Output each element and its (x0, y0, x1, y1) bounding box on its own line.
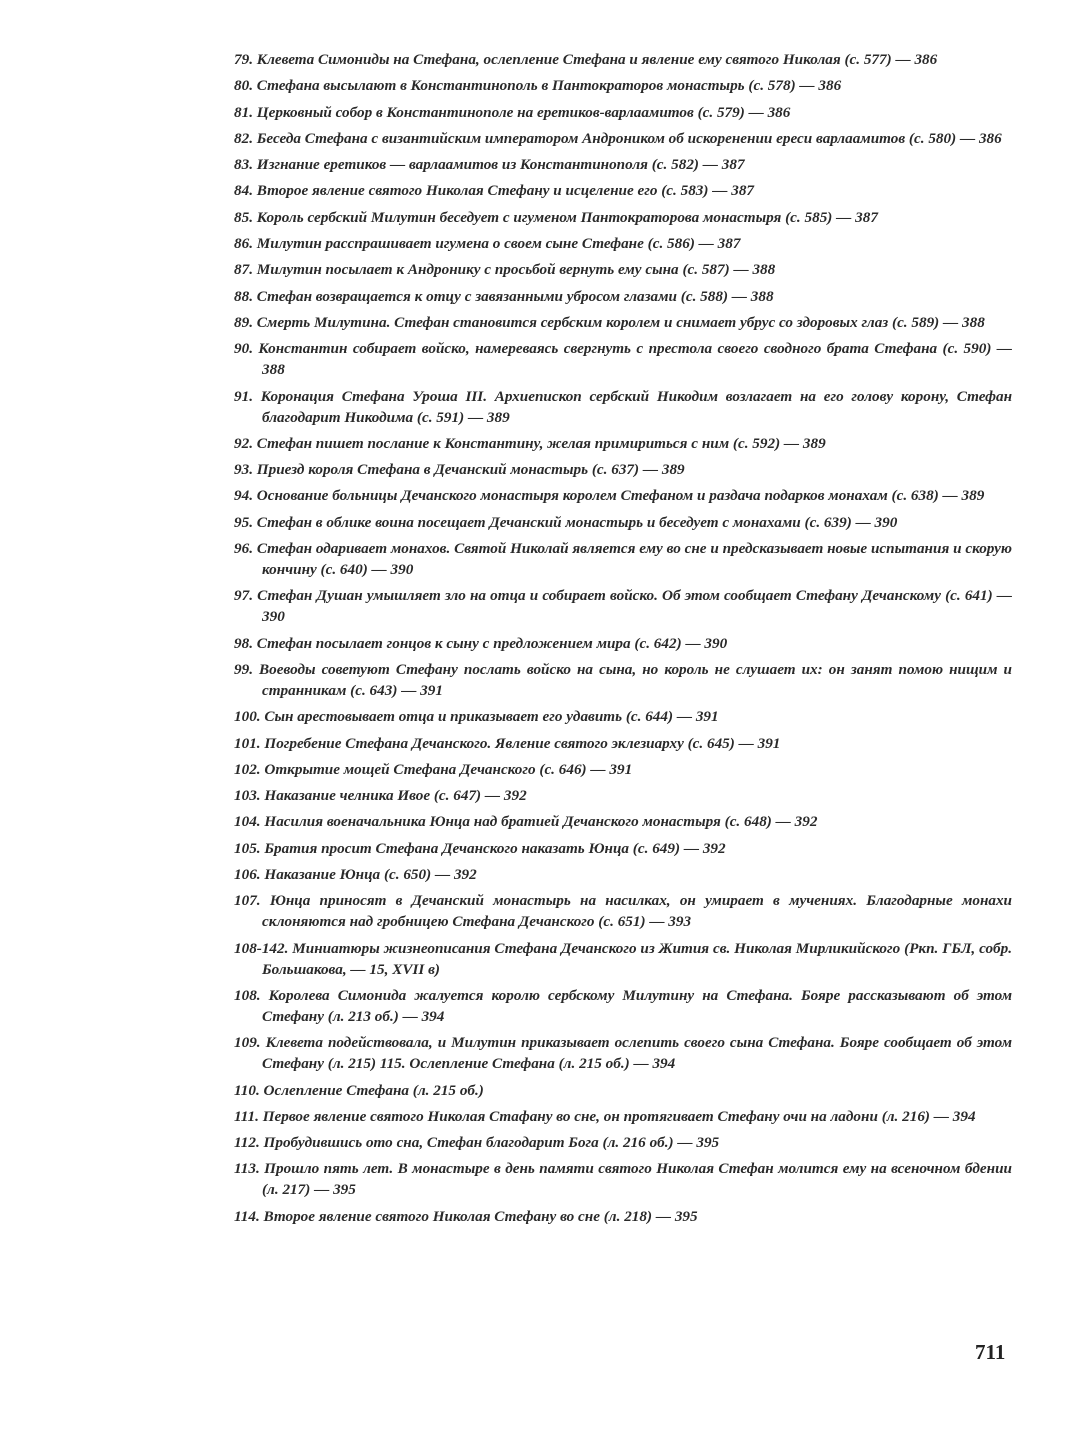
list-entry (234, 485, 1012, 506)
list-entry (234, 312, 1012, 333)
entry-text: Церковный собор в Константинополе на еретиков-варлаамитов (с. 579) — 386 (256, 103, 791, 121)
list-entry (234, 585, 1012, 627)
entry-text: Стефан в облике воина посещает Дечанский монастырь и беседует с монахами (с. 639) — 390 (256, 513, 898, 531)
list-entry (234, 259, 1012, 280)
entry-number: 100. (234, 708, 261, 726)
entry-text: Прошло пять лет. В монастыре в день памяти святого Николая Стефан молится ему на всеночном бдении (л. 217) — 395 (262, 1160, 1012, 1199)
entry-number: 101. (234, 734, 261, 752)
list-entry (234, 890, 1012, 932)
entry-text: Миниатюры жизнеописания Стефана Дечанского из Жития св. Николая Мирликийского (Ркп. ГБЛ, собр. Большакова, — 15, XVII в) (262, 939, 1013, 978)
list-entry (234, 512, 1012, 533)
list-entry (234, 1206, 1012, 1227)
list-entry (234, 75, 1012, 96)
entry-number: 99. (234, 660, 253, 678)
list-entry (234, 338, 1012, 380)
list-entry (234, 706, 1012, 727)
entry-number: 92. (234, 434, 253, 452)
entry-text: Милутин расспрашивает игумена о своем сыне Стефане (с. 586) — 387 (256, 235, 741, 253)
page-number: 711 (975, 1340, 1006, 1364)
entry-text: Сын арестовывает отца и приказывает его удавить (с. 644) — 391 (264, 708, 719, 726)
list-entry (234, 49, 1012, 70)
entry-number: 107. (234, 892, 261, 910)
entry-number: 105. (234, 839, 261, 857)
entry-number: 113. (234, 1160, 260, 1178)
entry-number: 108. (234, 986, 261, 1004)
list-entry (234, 233, 1012, 254)
entry-number: 85. (234, 208, 253, 226)
list-entry (234, 633, 1012, 654)
entry-text: Клевета Симониды на Стефана, ослепление Стефана и явление ему святого Николая (с. 577) — 386 (256, 51, 938, 68)
list-entry (234, 386, 1012, 428)
entry-number: 106. (234, 866, 261, 884)
list-entry (234, 1106, 1012, 1127)
entry-number: 91. (234, 387, 253, 405)
list-entry (234, 102, 1012, 123)
list-entry (234, 838, 1012, 859)
entry-number: 90. (234, 340, 253, 358)
list-entry (234, 759, 1012, 780)
list-entry (234, 985, 1012, 1027)
entry-text: Король сербский Милутин беседует с игуменом Пантократорова монастыря (с. 585) — 387 (256, 208, 878, 226)
entry-text: Стефан пишет послание к Константину, желая примириться с ним (с. 592) — 389 (256, 434, 826, 452)
list-entry (234, 733, 1012, 754)
entry-text: Коронация Стефана Уроша III. Архиепископ сербский Никодим возлагает на его голову корону, Стефан благодарит Никодима (с. 591) — 389 (260, 387, 1013, 426)
list-entry (234, 207, 1012, 228)
entry-number: 112. (234, 1134, 260, 1152)
list-entry (234, 938, 1012, 980)
entry-text: Ослепление Стефана (л. 215 об.) (263, 1081, 484, 1099)
entry-number: 93. (234, 461, 253, 479)
entry-text: Наказание челника Ивое (с. 647) — 392 (264, 787, 527, 805)
list-entry (234, 433, 1012, 454)
entry-text: Королева Симонида жалуется королю сербскому Милутину на Стефана. Бояре рассказывают об этом Стефану (л. 213 об.) — 394 (262, 986, 1012, 1025)
entry-number: 87. (234, 261, 253, 279)
entry-text: Стефан возвращается к отцу с завязанными убросом глазами (с. 588) — 388 (256, 287, 774, 305)
entry-number: 114. (234, 1207, 260, 1225)
list-entry (234, 1032, 1012, 1074)
entry-text: Константин собирает войско, намереваясь свергнуть с престола своего сводного брата Стефана (с. 590) — 388 (258, 340, 1012, 379)
entry-number: 111. (234, 1107, 259, 1125)
illustrations-list (234, 49, 1012, 1232)
list-entry (234, 1132, 1012, 1153)
entry-text: Первое явление святого Николая Стафану во сне, он протягивает Стефану очи на ладони (л. 216) — 394 (262, 1107, 976, 1125)
entry-text: Стефан одаривает монахов. Святой Николай является ему во сне и предсказывает новые испытания и скорую кончину (с. 640) — 390 (256, 540, 1013, 579)
entry-text: Приезд короля Стефана в Дечанский монастырь (с. 637) — 389 (256, 461, 685, 479)
list-entry (234, 1080, 1012, 1101)
entry-number: 83. (234, 156, 253, 174)
entry-number: 103. (234, 787, 261, 805)
entry-text: Беседа Стефана с византийским императором Андроником об искоренении ереси варлаамитов (с. 580) — 386 (256, 129, 1002, 147)
list-entry (234, 286, 1012, 307)
entry-text: Стефан Душан умышляет зло на отца и собирает войско. Об этом сообщает Стефану Дечанскому (с. 641) — 390 (257, 587, 1012, 626)
entry-text: Юнца приносят в Дечанский монастырь на насилках, он умирает в мучениях. Благодарные монахи склоняются над гробницею Стефана Дечанского (с. 651) — 393 (262, 892, 1013, 931)
entry-text: Изгнание еретиков — варлаамитов из Константинополя (с. 582) — 387 (256, 156, 745, 174)
entry-number: 97. (234, 587, 253, 605)
entry-number: 86. (234, 235, 253, 253)
entry-text: Насилия военачальника Юнца над братией Дечанского монастыря (с. 648) — 392 (264, 813, 818, 831)
list-entry (234, 864, 1012, 885)
entry-text: Второе явление святого Николая Стефану во сне (л. 218) — 395 (263, 1207, 698, 1225)
list-entry (234, 659, 1012, 701)
entry-number: 102. (234, 760, 261, 778)
entry-text: Воеводы советуют Стефану послать войско на сына, но король не слушает их: он занят помою нищим и странникам (с. 643) — 391 (259, 660, 1012, 699)
list-entry (234, 459, 1012, 480)
entry-number: 104. (234, 813, 261, 831)
entry-text: Пробудившись ото сна, Стефан благодарит Бога (л. 216 об.) — 395 (263, 1134, 720, 1152)
entry-number: 84. (234, 182, 253, 200)
entry-text: Стефан посылает гонцов к сыну с предложением мира (с. 642) — 390 (256, 634, 728, 652)
entry-number: 108-142. (234, 939, 289, 957)
list-entry (234, 785, 1012, 806)
entry-number: 80. (234, 77, 253, 95)
list-entry (234, 811, 1012, 832)
entry-number: 96. (234, 540, 253, 558)
entry-number: 94. (234, 487, 253, 505)
list-entry (234, 154, 1012, 175)
entry-number: 82. (234, 129, 253, 147)
entry-text: Погребение Стефана Дечанского. Явление святого эклезиарху (с. 645) — 391 (264, 734, 781, 752)
list-entry (234, 538, 1012, 580)
entry-text: Смерть Милутина. Стефан становится сербским королем и снимает убрус со здоровых глаз (с. 589) — 388 (256, 313, 985, 331)
entry-number: 89. (234, 313, 253, 331)
entry-number: 79. (234, 51, 253, 68)
entry-text: Милутин посылает к Андронику с просьбой вернуть ему сына (с. 587) — 388 (256, 261, 776, 279)
list-entry (234, 1158, 1012, 1200)
entry-number: 110. (234, 1081, 260, 1099)
entry-text: Наказание Юнца (с. 650) — 392 (264, 866, 477, 884)
list-entry (234, 128, 1012, 149)
entry-number: 95. (234, 513, 253, 531)
entry-number: 98. (234, 634, 253, 652)
entry-number: 109. (234, 1034, 261, 1052)
entry-text: Клевета подействовала, и Милутин приказывает ослепить своего сына Стефана. Бояре сообщает об этом Стефану (л. 215) 115. Ослепление Стефана (л. 215 об.) — 394 (262, 1034, 1012, 1073)
entry-text: Основание больницы Дечанского монастыря королем Стефаном и раздача подарков монахам (с. 638) — 389 (256, 487, 985, 505)
entry-text: Братия просит Стефана Дечанского наказать Юнца (с. 649) — 392 (264, 839, 726, 857)
entry-number: 88. (234, 287, 253, 305)
entry-text: Открытие мощей Стефана Дечанского (с. 646) — 391 (264, 760, 633, 778)
entry-text: Стефана высылают в Константинополь в Пантократоров монастырь (с. 578) — 386 (256, 77, 842, 95)
entry-text: Второе явление святого Николая Стефану и исцеление его (с. 583) — 387 (256, 182, 755, 200)
entry-number: 81. (234, 103, 253, 121)
list-entry (234, 180, 1012, 201)
